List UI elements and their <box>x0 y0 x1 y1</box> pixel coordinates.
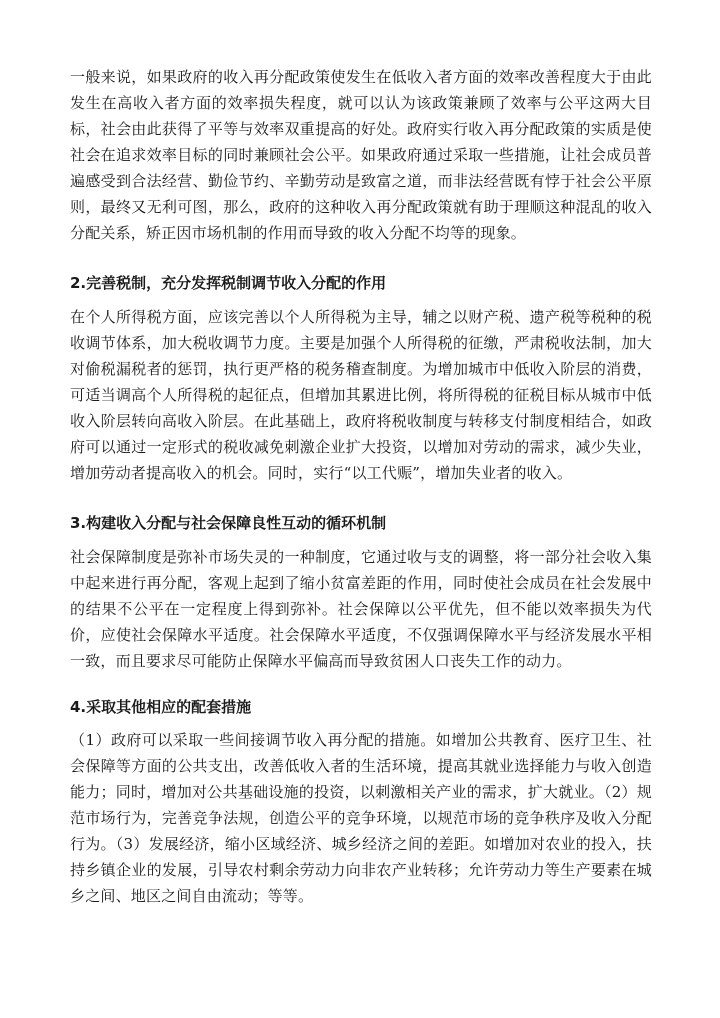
intro-paragraph: 一般来说，如果政府的收入再分配政策使发生在低收入者方面的效率改善程度大于由此发生在高收入者方面的效率损失程度，就可以认为该政策兼顾了效率与公平这两大目标，社会由此获得了平等与效率双重提高的好处。政府实行收入再分配政策的实质是使社会在追求效率目标的同时兼顾社会公平。如果政府通过采取一些措施，让社会成员普遍感受到合法经营、勤俭节约、辛勤劳动是致富之道，而非法经营既有悖于社会公平原则，最终又无利可图，那么，政府的这种收入再分配政策就有助于理顺这种混乱的收入分配关系，矫正因市场机制的作用而导致的收入分配不均等的现象。 <box>70 68 652 242</box>
section-2-body: 在个人所得税方面，应该完善以个人所得税为主导，辅之以财产税、遗产税等税种的税收调节体系，加大税收调节力度。主要是加强个人所得税的征缴，严肃税收法制，加大对偷税漏税者的惩罚，执行更严格的税务稽查制度。为增加城市中低收入阶层的消费，可适当调高个人所得税的起征点，但增加其累进比例，将所得税的征税目标从城市中低收入阶层转向高收入阶层。在此基础上，政府将税收制度与转移支付制度相结合，如政府可以通过一定形式的税收减免刺激企业扩大投资，以增加对劳动的需求，减少失业，增加劳动者提高收入的机会。同时，实行“以工代赈”，增加失业者的收入。 <box>70 308 652 482</box>
section-4-body: （1）政府可以采取一些间接调节收入再分配的措施。如增加公共教育、医疗卫生、社会保障等方面的公共支出，改善低收入者的生活环境，提高其就业选择能力与收入创造能力；同时，增加对公共基础设施的投资，以刺激相关产业的需求，扩大就业。（2）规范市场行为，完善竞争法规，创造公平的竞争环境，以规范市场的竞争秩序及收入分配行为。（3）发展经济，缩小区域经济、城乡经济之间的差距。如增加对农业的投入，扶持乡镇企业的发展，引导农村剩余劳动力向非农产业转移；允许劳动力等生产要素在城乡之间、地区之间自由流动；等等。 <box>70 731 652 905</box>
section-4-heading: 4.采取其他相应的配套措施 <box>70 698 252 716</box>
section-3-body: 社会保障制度是弥补市场失灵的一种制度，它通过收与支的调整，将一部分社会收入集中起来进行再分配，客观上起到了缩小贫富差距的作用，同时使社会成员在社会发展中的结果不公平在一定程度上得到弥补。社会保障以公平优先，但不能以效率损失为代价，应使社会保障水平适度。社会保障水平适度，不仅强调保障水平与经济发展水平相一致，而且要求尽可能防止保障水平偏高而导致贫困人口丧失工作的动力。 <box>70 548 652 670</box>
section-2-heading: 2.完善税制，充分发挥税制调节收入分配的作用 <box>70 274 387 292</box>
section-3-heading: 3.构建收入分配与社会保障良性互动的循环机制 <box>70 514 387 532</box>
